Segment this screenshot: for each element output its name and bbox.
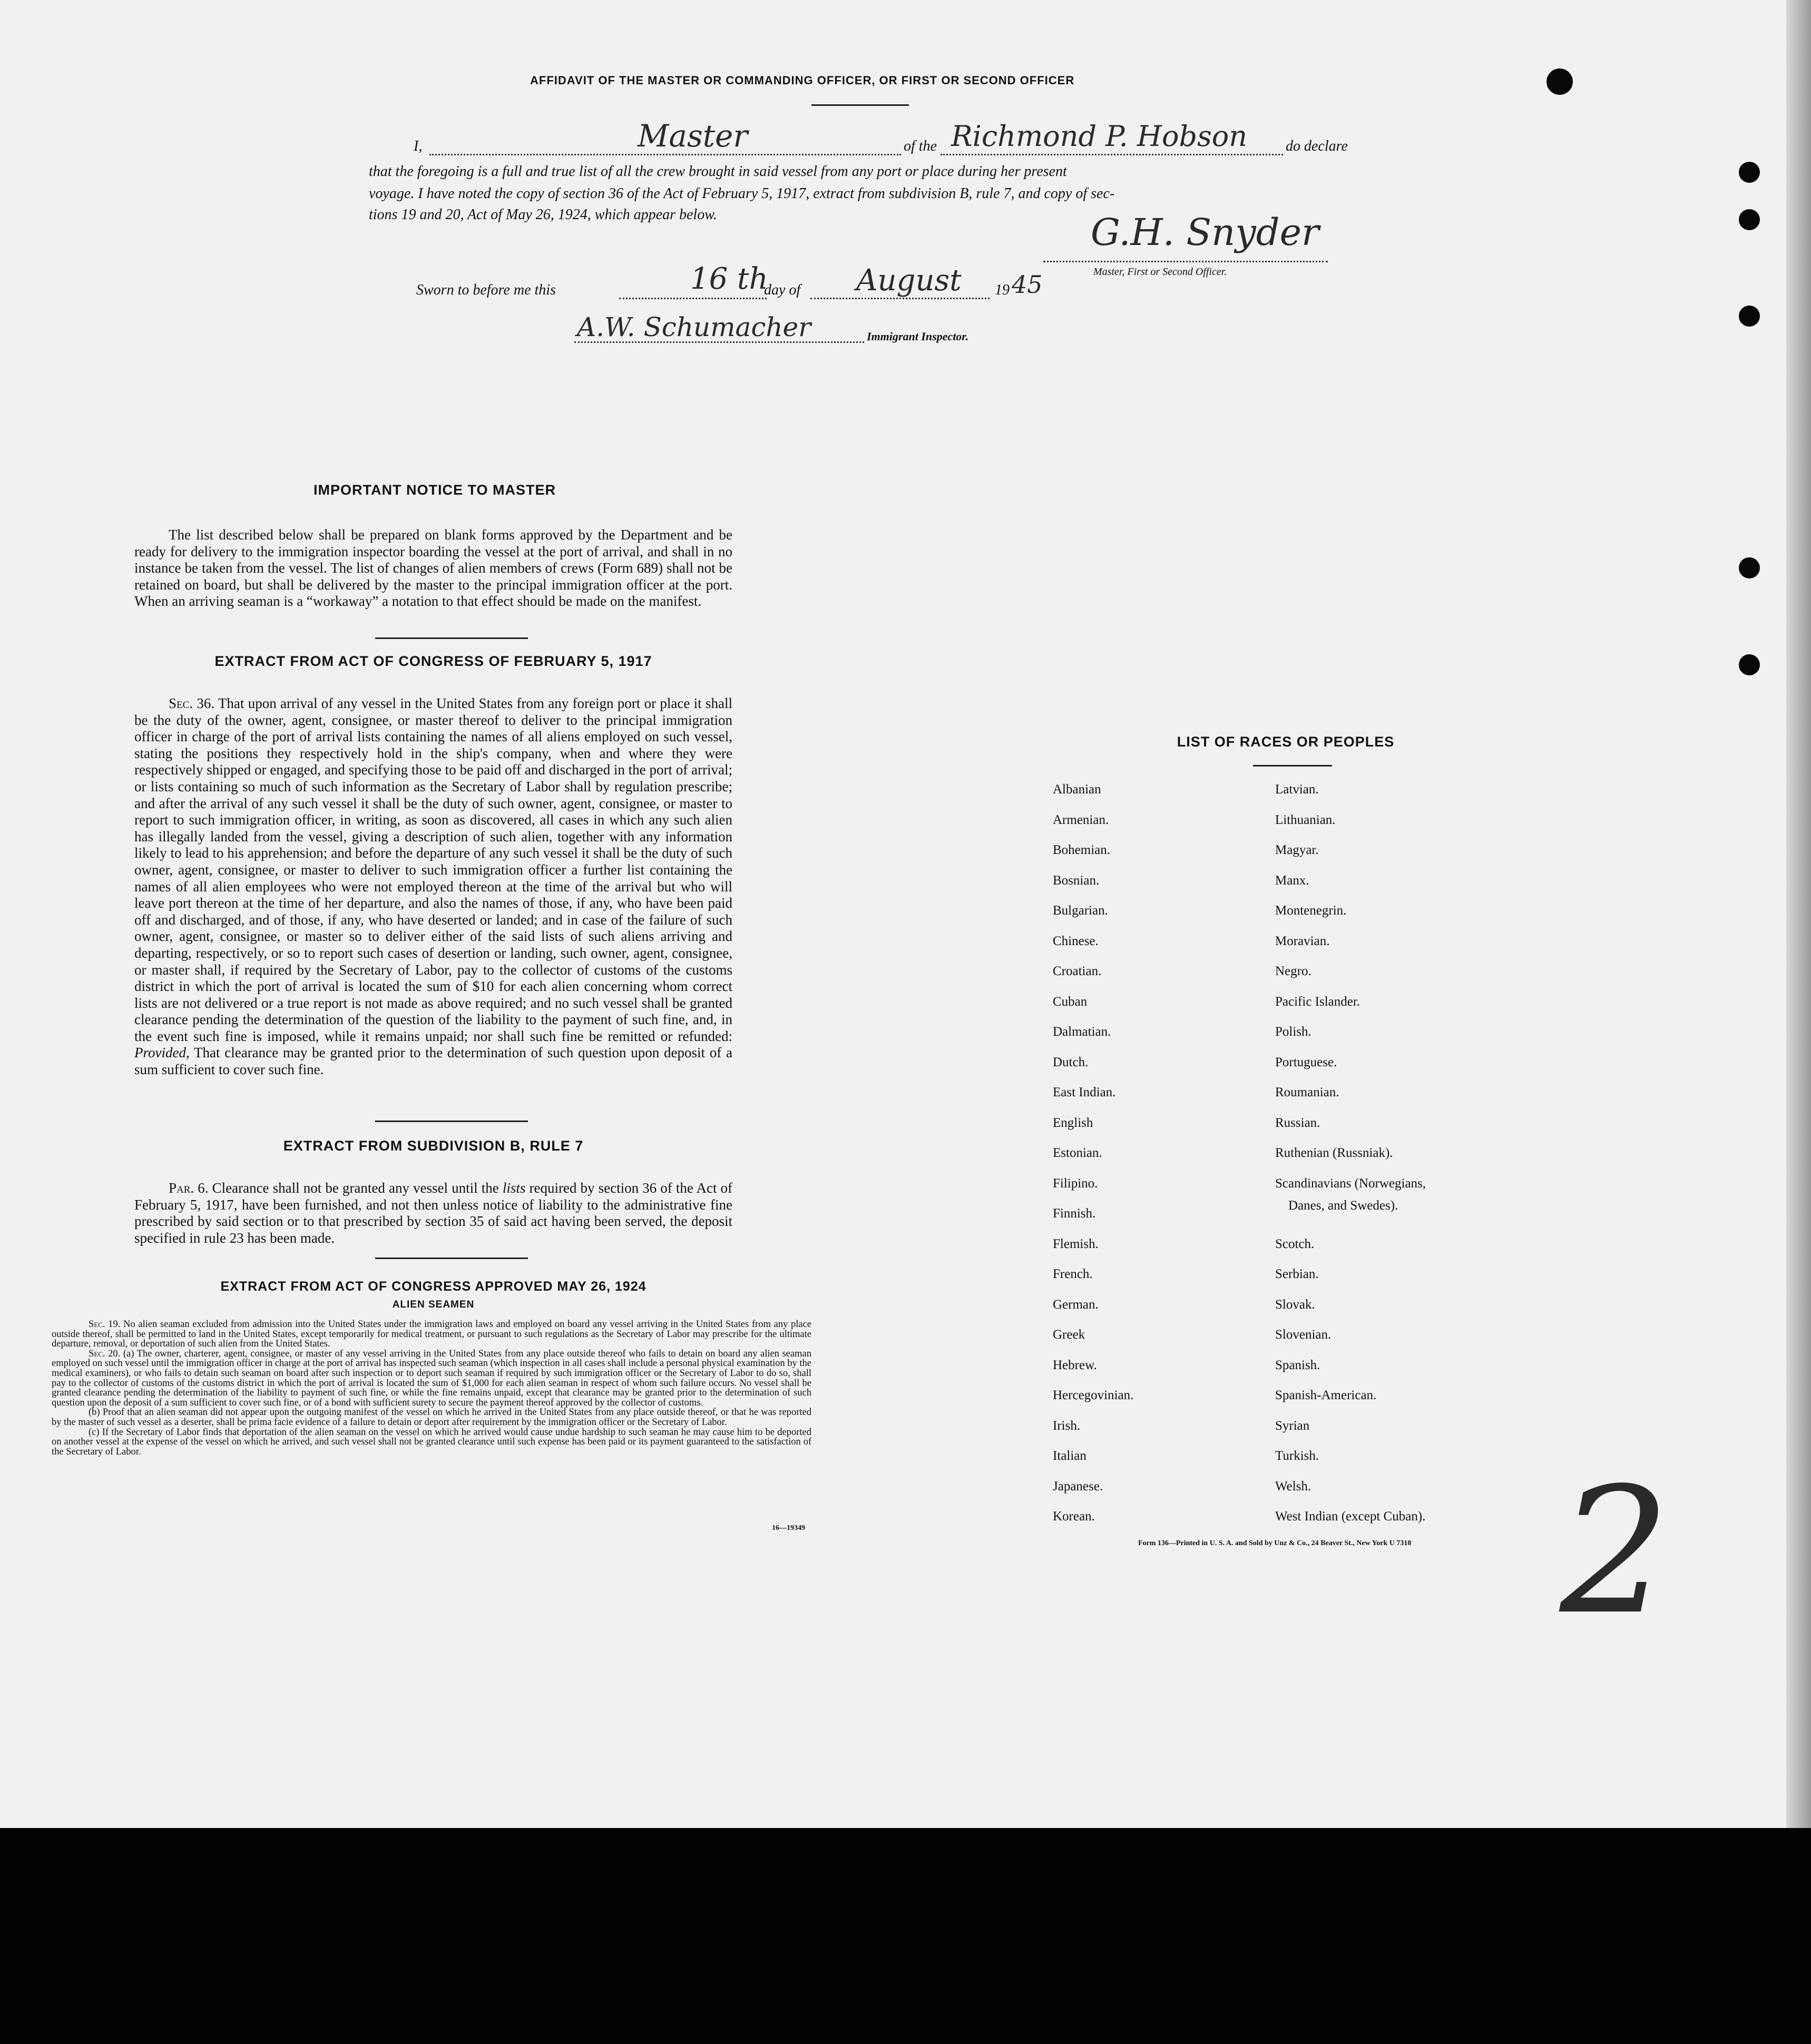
race-item: Korean.	[1053, 1509, 1095, 1524]
act1924-sec20b: (b) Proof that an alien seaman did not appear upon the outgoing manifest of the vessel on which he arrived in the United States from any place outside thereof, or that he was reported by the master of such vessel as a deserter, shall be prima facie evidence of a failure to detain or deport after requirement by the immigration officer or the Secretary of Labor.	[52, 1407, 811, 1428]
race-item: Polish.	[1275, 1025, 1311, 1039]
act1924-subtitle: ALIEN SEAMEN	[392, 1299, 475, 1310]
i-label: I,	[414, 138, 423, 154]
act1917-sec-label: Sec. 36.	[169, 695, 215, 711]
race-item: Lithuanian.	[1275, 812, 1336, 827]
race-item: Armenian.	[1053, 812, 1109, 827]
sec20-label: Sec. 20.	[89, 1348, 121, 1359]
act1924-sec20a	[52, 1349, 811, 1408]
master-handwritten: Master	[638, 118, 748, 154]
race-item: Montenegrin.	[1275, 903, 1347, 918]
race-item: Negro.	[1275, 964, 1311, 978]
act1917-text-end: That clearance may be granted prior to the determination of such question upon deposit of a sum sufficient to cover such fine.	[134, 1045, 733, 1078]
race-item: Chinese.	[1053, 933, 1099, 948]
sworn-line	[416, 262, 1101, 313]
affidavit-line2: that the foregoing is a full and true list of all the crew brought in said vessel from any port or place during her present	[369, 163, 1067, 180]
race-item: Greek	[1053, 1328, 1085, 1342]
page-number-handwritten: 2	[1560, 1450, 1670, 1653]
master-signature: G.H. Snyder	[1091, 211, 1319, 254]
race-item: West Indian (except Cuban).	[1275, 1509, 1426, 1524]
punch-hole-3	[1739, 209, 1760, 230]
master-blank	[429, 154, 901, 155]
race-item: Roumanian.	[1275, 1085, 1339, 1099]
race-item: Slovenian.	[1275, 1328, 1332, 1342]
sworn-label: Sworn to before me this	[416, 282, 556, 298]
race-item: Dutch.	[1053, 1055, 1089, 1069]
act1924-title: EXTRACT FROM ACT OF CONGRESS APPROVED MAY 26, 1924	[220, 1279, 647, 1294]
race-item: Hebrew.	[1053, 1358, 1097, 1372]
act1917-text: That upon arrival of any vessel in the United States from any foreign port or place it shall be the duty of the owner, agent, consignee, or master thereof to deliver to the principal immigration officer in charge of the port of arrival lists containing the names of all aliens employed on such vessel, stating the positions they respectively hold in the ship's company, when and where they were respectively shipped or engaged, and specifying those to be paid off and discharged in the port of arrival; or lists containing so much of such information as the Secretary of Labor shall by regulation prescribe; and after the arrival of any such vessel it shall be the duty of such owner, agent, consignee, or master to report to such immigration officer, in writing, as soon as discovered, all cases in which any such alien has illegally landed from the vessel, giving a description of such alien, together with any information likely to lead to his apprehension; and before the departure of any such vessel it shall be the duty of such owner, agent, consignee, or master to deliver to such immigration officer a further list containing the names of all alien employees who were not employed thereon at the time of the arrival but who will leave port thereon at the time of her departure, and also the names of those, if any, who have been paid off and discharged, and of those, if any, who have deserted or landed; and in case of the failure of such owner, agent, consignee, or master so to deliver either of the said lists of such aliens arriving and departing, respectively, or so to report such cases of desertion or landing, such owner, agent, consignee, or master shall, if required by the Secretary of Labor, pay to the collector of customs of the customs district in which the port of arrival is located the sum of $10 for each alien concerning whom correct lists are not delivered or a true report is not made as above required; and no such vessel shall be granted clearance pending the determination of the question of the liability to the payment of such fine, and, in the event such fine is imposed, while it remains unpaid; nor shall such fine be remitted or refunded:	[134, 695, 732, 1044]
race-item: Manx.	[1275, 873, 1309, 888]
vessel-blank	[941, 154, 1283, 155]
race-item: Scotch.	[1275, 1236, 1315, 1251]
year-handwritten: 45	[1012, 270, 1043, 299]
affidavit-line1	[414, 118, 1362, 164]
sec20a-text: (a) The owner, charterer, agent, consignee, or master of any vessel arriving in the United States from any place outside thereof who fails to detain on board any alien seaman employed on such vessel until the immigration officer in charge at the port of arrival has inspected such seaman (which inspection in all cases shall include a personal physical examination by the medical examiners), or who fails to detain such seaman on board after such inspection or to deport such seaman if required by such immigration officer or the Secretary of Labor to do so, shall pay to the collector of customs of the customs district in which the port of arrival is located the sum of $1,000 for each alien seaman in respect of whom such failure occurs. No vessel shall be granted clearance pending the determination of the liability to payment of such fine, or while the fine remains unpaid, except that clearance may be granted prior to the determination of such question upon the deposit of a sum sufficient to cover such fine, or of a bond with sufficient surety to secure the payment thereof approved by the collector of customs.	[52, 1348, 812, 1408]
race-item: Albanian	[1053, 782, 1101, 797]
race-item: Bohemian.	[1053, 843, 1111, 857]
punch-hole-5	[1739, 557, 1760, 578]
race-item: Croatian.	[1053, 964, 1102, 978]
notice-body: The list described below shall be prepared on blank forms approved by the Department and be ready for delivery to the immigration inspector boarding the vessel at the port of arrival, and shall in no instance be taken from the vessel. The list of changes of alien members of crews (Form 689) shall not be retained on board, but shall be delivered by the master to the principal immigration officer at the port. When an arriving seaman is a “workaway” a notation to that effect should be made on the manifest.	[134, 527, 732, 610]
race-item: Italian	[1053, 1449, 1086, 1463]
race-item: Finnish.	[1053, 1206, 1096, 1221]
sec19-label: Sec. 19.	[89, 1319, 121, 1330]
vessel-handwritten: Richmond P. Hobson	[951, 120, 1248, 153]
race-item: Estonian.	[1053, 1146, 1102, 1160]
notice-rule	[375, 637, 528, 639]
race-item: Bulgarian.	[1053, 903, 1108, 918]
day-blank	[619, 298, 767, 299]
edge-shadow	[1786, 0, 1811, 1828]
race-item: Spanish.	[1275, 1358, 1320, 1372]
race-item: Magyar.	[1275, 843, 1319, 857]
rule7-rule	[375, 1257, 528, 1259]
act1917-title: EXTRACT FROM ACT OF CONGRESS OF FEBRUARY 5, 1917	[214, 653, 652, 669]
races-rule	[1253, 765, 1332, 766]
race-item: Russian.	[1275, 1115, 1320, 1130]
title-rule	[811, 104, 909, 106]
act1924-sec20c: (c) If the Secretary of Labor finds that deportation of the alien seaman on the vessel on which he arrived would cause undue hardship to such seaman he may cause him to be deported on another vessel at the expense of the vessel on which he arrived, and such vessel shall not be granted clearance until such expense has been paid or its payment guaranteed to the satisfaction of the Secretary of Labor.	[52, 1427, 811, 1457]
race-item: Turkish.	[1275, 1449, 1319, 1463]
rule7-lists-word: lists	[502, 1180, 526, 1196]
of-the-label: of the	[904, 138, 937, 154]
month-blank	[810, 298, 990, 299]
race-item: Syrian	[1275, 1418, 1310, 1433]
race-item: German.	[1053, 1297, 1099, 1312]
act1917-body	[134, 695, 732, 1078]
affidavit-title: AFFIDAVIT OF THE MASTER OR COMMANDING OFFICER, OR FIRST OR SECOND OFFICER	[530, 74, 1075, 87]
day-handwritten: 16 th	[690, 262, 768, 296]
rule7-par-label: Par. 6.	[169, 1180, 209, 1196]
punch-hole-1	[1546, 68, 1573, 95]
race-item: Pacific Islander.	[1275, 994, 1360, 1009]
race-item: Portuguese.	[1275, 1055, 1337, 1069]
affidavit-line4: tions 19 and 20, Act of May 26, 1924, which appear below.	[369, 207, 717, 223]
signature-caption: Master, First or Second Officer.	[1093, 266, 1227, 278]
act1924-sec19	[52, 1320, 811, 1349]
race-item: Flemish.	[1053, 1236, 1099, 1251]
race-item: Latvian.	[1275, 782, 1319, 797]
film-border	[0, 1828, 1811, 2044]
act1917-rule	[375, 1121, 528, 1122]
race-item: Filipino.	[1053, 1176, 1098, 1191]
inspector-caption: Immigrant Inspector.	[867, 330, 969, 343]
race-item: English	[1053, 1115, 1093, 1130]
race-item: Scandinavians (Norwegians,	[1275, 1176, 1426, 1191]
race-item: East Indian.	[1053, 1085, 1116, 1099]
race-item: Spanish-American.	[1275, 1388, 1377, 1402]
race-item: Japanese.	[1053, 1479, 1103, 1493]
race-item: Bosnian.	[1053, 873, 1100, 888]
race-scandinavians-cont: Danes, and Swedes).	[1288, 1198, 1398, 1213]
race-item: Slovak.	[1275, 1297, 1315, 1312]
form-line: Form 136—Printed in U. S. A. and Sold by Unz & Co., 24 Beaver St., New York U 7318	[1138, 1539, 1412, 1547]
act1924-text	[52, 1320, 811, 1457]
punch-hole-4	[1739, 306, 1760, 327]
race-item: Ruthenian (Russniak).	[1275, 1146, 1393, 1160]
rule7-title: EXTRACT FROM SUBDIVISION B, RULE 7	[283, 1138, 584, 1154]
race-item: French.	[1053, 1267, 1093, 1281]
rule7-text-b: required by section 36 of the Act of February 5, 1917, have been furnished, and not then unless notice of liability to the administrative fine prescribed by said section or to that prescribed by section 35 of said act having been served, the deposit specified in rule 23 has been made.	[134, 1180, 733, 1246]
punch-hole-2	[1739, 162, 1760, 183]
month-handwritten: August	[856, 263, 962, 298]
rule7-text-a: Clearance shall not be granted any vessel until the	[212, 1180, 499, 1196]
act1917-provided: Provided,	[134, 1045, 190, 1061]
affidavit-line3: voyage. I have noted the copy of section 36 of the Act of February 5, 1917, extract from subdivision B, rule 7, and copy of sec-	[369, 185, 1115, 202]
day-of-label: day of	[764, 282, 801, 298]
declare-label: do declare	[1286, 138, 1348, 154]
race-item: Hercegovinian.	[1053, 1388, 1134, 1402]
inspector-signature: A.W. Schumacher	[577, 312, 811, 342]
sec19-text: No alien seaman excluded from admission into the United States under the immigration laws and employed on board any vessel arriving in the United States from any place outside thereof, shall be permitted to land in the United States, except temporarily for medical treatment, or pursuant to such regulations as the Secretary of Labor may prescribe for the ultimate departure, removal, or deportation of such alien from the United States.	[52, 1319, 811, 1350]
notice-title: IMPORTANT NOTICE TO MASTER	[314, 482, 556, 498]
race-item: Serbian.	[1275, 1267, 1319, 1281]
punch-hole-6	[1739, 654, 1760, 675]
race-item: Moravian.	[1275, 933, 1330, 948]
race-item: Cuban	[1053, 994, 1088, 1009]
print-code: 16—19349	[772, 1524, 805, 1532]
race-item: Dalmatian.	[1053, 1025, 1111, 1039]
signature-line	[1043, 261, 1328, 262]
races-title: LIST OF RACES OR PEOPLES	[1177, 734, 1395, 750]
year-prefix: 19	[995, 282, 1010, 298]
rule7-body	[134, 1180, 732, 1246]
race-item: Welsh.	[1275, 1479, 1311, 1493]
race-item: Irish.	[1053, 1418, 1081, 1433]
